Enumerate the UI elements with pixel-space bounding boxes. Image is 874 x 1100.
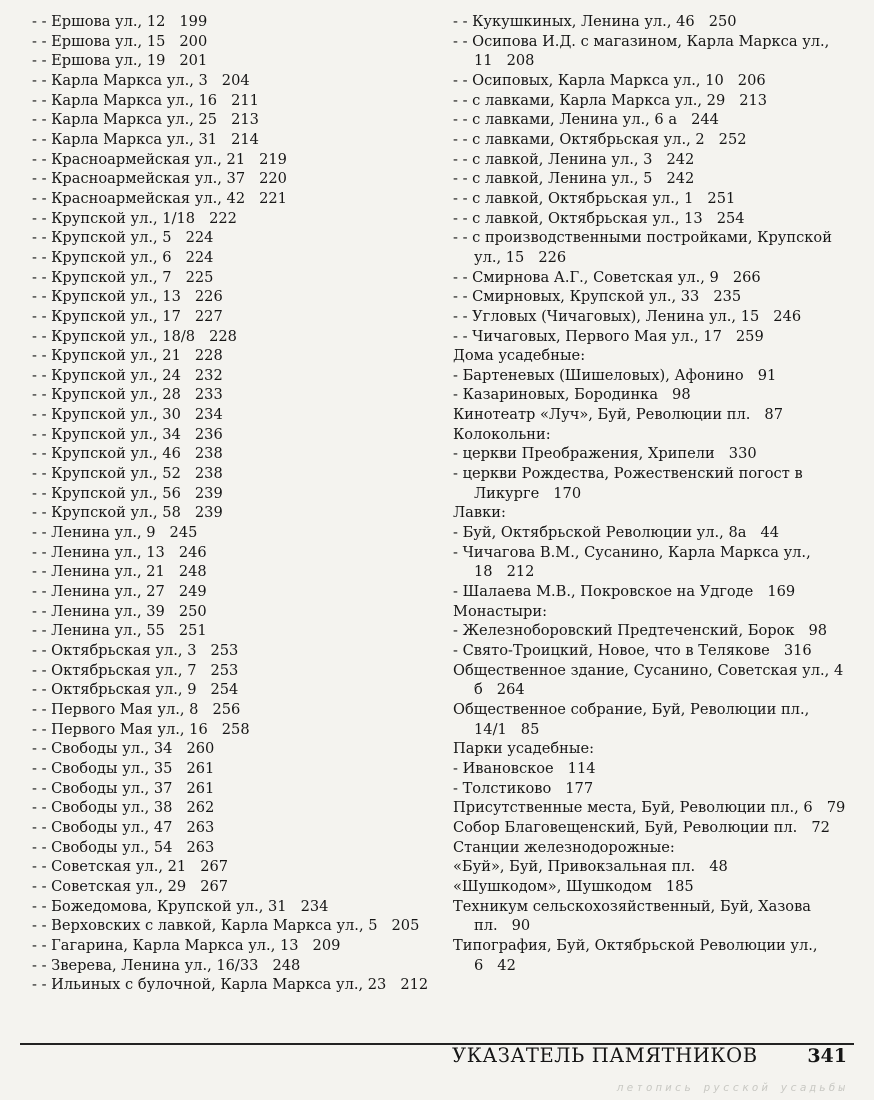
watermark: летопись русской усадьбы [617, 1081, 848, 1094]
entry-text: - - Гагарина, Карла Маркса ул., 13 [32, 936, 299, 954]
index-entry [32, 680, 430, 700]
index-entry [32, 346, 430, 366]
entry-page-number: 213 [231, 111, 259, 129]
index-entry [32, 150, 430, 170]
entry-page-number: 250 [178, 602, 207, 620]
entry-text: - - Ленина ул., 21 [32, 563, 165, 581]
entry-text: - Толстиково [453, 779, 552, 797]
entry-page-number: 253 [210, 642, 239, 659]
entry-text: - - с лавками, Октябрьская ул., 2 [453, 130, 705, 148]
index-entry [453, 366, 853, 386]
entry-text: - - Советская ул., 29 [32, 877, 187, 895]
entry-text: Техникум сельскохозяйственный, Буй, Хазова пл. [453, 897, 812, 935]
index-entry [32, 818, 430, 838]
index-entry [453, 877, 853, 897]
entry-text: - - с лавкой, Октябрьская ул., 1 [453, 189, 694, 207]
entry-page-number: 233 [194, 386, 223, 404]
entry-text: Монастыри: [453, 602, 548, 620]
entry-text: - Чичагова В.М., Сусанино, Карла Маркса ул., 18 [453, 543, 811, 581]
entry-text: - - Божедомова, Крупской ул., 31 [32, 897, 287, 915]
entry-text: - - с лавками, Ленина ул., 6 а [453, 111, 678, 129]
entry-page-number: 262 [186, 799, 215, 817]
entry-page-number: 254 [716, 209, 745, 227]
entry-page-number: 169 [767, 583, 796, 601]
entry-text: - - Крупской ул., 13 [32, 288, 181, 306]
entry-page-number: 239 [194, 484, 223, 502]
index-entry [32, 700, 430, 720]
index-entry [453, 307, 853, 327]
entry-text: - - Свободы ул., 54 [32, 838, 173, 856]
entry-page-number: 98 [808, 622, 828, 640]
entry-page-number: 236 [194, 425, 223, 443]
index-entry [32, 51, 430, 71]
entry-text: Общественное собрание, Буй, Революции пл., 14/1 [453, 700, 810, 738]
entry-text: - - Чичаговых, Первого Мая ул., 17 [453, 327, 722, 345]
index-entry [453, 130, 853, 150]
index-entry [32, 385, 430, 405]
entry-text: Общественное здание, Сусанино, Советская ул., 4 б [453, 661, 844, 699]
entry-text: - - Крупской ул., 30 [32, 406, 181, 424]
entry-text: - - Кукушкиных, Ленина ул., 46 [453, 13, 695, 30]
index-entry [453, 661, 853, 700]
index-entry [453, 268, 853, 288]
entry-text: - - Крупской ул., 21 [32, 347, 181, 365]
index-entry [32, 562, 430, 582]
index-entry [32, 130, 430, 150]
index-entry [453, 798, 853, 818]
entry-text: - - Карла Маркса ул., 3 [32, 71, 208, 89]
entry-text: - - Карла Маркса ул., 25 [32, 111, 218, 129]
entry-page-number: 213 [739, 91, 768, 109]
index-entry [453, 32, 853, 71]
index-entry [453, 700, 853, 739]
entry-page-number: 211 [231, 91, 259, 109]
entry-text: Типография, Буй, Октябрьской Революции ул., 6 [453, 936, 818, 974]
entry-text: - - Крупской ул., 28 [32, 386, 181, 404]
index-entry [32, 189, 430, 209]
entry-page-number: 228 [209, 327, 237, 345]
index-entry [32, 405, 430, 425]
entry-text: - Буй, Октябрьской Революции ул., 8а [453, 524, 747, 542]
entry-page-number: 44 [760, 524, 780, 542]
entry-page-number: 316 [783, 642, 812, 659]
entry-page-number: 72 [811, 818, 830, 836]
entry-text: - - Смирнова А.Г., Советская ул., 9 [453, 268, 719, 286]
entry-text: - - Крупской ул., 6 [32, 248, 172, 266]
index-entry [32, 71, 430, 91]
entry-text: - - Свободы ул., 38 [32, 799, 173, 817]
entry-text: - - Крупской ул., 46 [32, 445, 181, 463]
entry-page-number: 170 [553, 484, 582, 502]
index-entry [32, 248, 430, 268]
entry-page-number: 235 [713, 288, 742, 306]
index-entry [453, 12, 853, 32]
index-entry [453, 897, 853, 936]
entry-text: - - Ленина ул., 9 [32, 524, 156, 542]
entry-page-number: 258 [221, 720, 250, 738]
entry-page-number: 201 [179, 52, 208, 70]
entry-page-number: 221 [259, 189, 287, 207]
entry-text: - Свято-Троицкий, Новое, что в Телякове [453, 642, 770, 659]
index-entry [453, 523, 853, 543]
index-column-left [32, 12, 430, 995]
entry-page-number: 177 [565, 779, 594, 797]
entry-page-number: 227 [194, 307, 223, 325]
index-entry [453, 150, 853, 170]
index-entry [32, 543, 430, 563]
entry-text: - - Ершова ул., 12 [32, 13, 166, 30]
entry-text: - - Крупской ул., 7 [32, 268, 172, 286]
index-entry [32, 720, 430, 740]
entry-page-number: 87 [764, 406, 783, 424]
entry-page-number: 114 [567, 759, 596, 777]
entry-text: - Казариновых, Бородинка [453, 386, 659, 404]
entry-page-number: 91 [757, 366, 777, 384]
index-entry [453, 621, 853, 641]
index-entry [453, 189, 853, 209]
entry-text: - - Октябрьская ул., 3 [32, 642, 197, 659]
index-entry [453, 209, 853, 229]
entry-text: - - Крупской ул., 5 [32, 229, 172, 247]
entry-page-number: 224 [185, 248, 214, 266]
index-entry [453, 228, 853, 267]
entry-text: - - Свободы ул., 47 [32, 818, 173, 836]
index-entry [453, 464, 853, 503]
index-entry [453, 110, 853, 130]
index-entry [32, 798, 430, 818]
index-heading [453, 602, 853, 622]
entry-page-number: 253 [210, 661, 239, 679]
entry-page-number: 200 [179, 32, 208, 50]
entry-page-number: 206 [737, 71, 766, 89]
entry-text: Станции железнодорожные: [453, 838, 675, 856]
entry-text: - - Ленина ул., 27 [32, 583, 165, 601]
entry-page-number: 225 [185, 268, 214, 286]
entry-page-number: 248 [178, 563, 207, 581]
entry-text: - - с лавкой, Октябрьская ул., 13 [453, 209, 703, 227]
entry-page-number: 205 [391, 917, 420, 935]
entry-text: - - с лавкой, Ленина ул., 3 [453, 150, 653, 168]
index-entry [32, 916, 430, 936]
entry-page-number: 185 [665, 877, 694, 895]
entry-text: Колокольни: [453, 425, 551, 443]
entry-text: - - Осиповых, Карла Маркса ул., 10 [453, 71, 724, 89]
entry-page-number: 261 [186, 759, 215, 777]
entry-text: - - Ленина ул., 13 [32, 543, 165, 561]
entry-page-number: 267 [200, 858, 229, 876]
entry-page-number: 212 [400, 976, 429, 994]
entry-text: - церкви Преображения, Хрипели [453, 445, 715, 463]
index-entry [32, 877, 430, 897]
index-entry [32, 897, 430, 917]
entry-page-number: 330 [728, 445, 757, 463]
entry-page-number: 238 [194, 445, 223, 463]
entry-page-number: 264 [496, 681, 525, 699]
entry-text: - - Карла Маркса ул., 16 [32, 91, 218, 109]
index-heading [453, 739, 853, 759]
index-entry [32, 91, 430, 111]
index-entry [32, 169, 430, 189]
index-entry [32, 523, 430, 543]
entry-text: - - Красноармейская ул., 21 [32, 150, 246, 168]
entry-page-number: 246 [178, 543, 207, 561]
entry-text: - - Советская ул., 21 [32, 858, 187, 876]
entry-page-number: 219 [259, 150, 287, 168]
entry-text: - - с производственными постройками, Крупской ул., 15 [453, 229, 832, 266]
index-entry [453, 385, 853, 405]
entry-page-number: 224 [185, 229, 214, 247]
entry-text: - - Октябрьская ул., 7 [32, 661, 197, 679]
index-entry [32, 228, 430, 248]
index-entry [32, 503, 430, 523]
index-entry [32, 12, 430, 32]
entry-text: Парки усадебные: [453, 740, 595, 758]
entry-page-number: 209 [312, 936, 341, 954]
entry-text: Лавки: [453, 504, 506, 522]
index-heading [453, 425, 853, 445]
entry-page-number: 234 [300, 897, 329, 915]
index-heading [453, 838, 853, 858]
index-entry [32, 209, 430, 229]
index-entry [32, 366, 430, 386]
index-entry [453, 818, 853, 838]
index-entry [32, 857, 430, 877]
index-entry [453, 543, 853, 582]
entry-page-number: 212 [506, 563, 535, 581]
entry-page-number: 239 [194, 504, 223, 522]
entry-text: - - Крупской ул., 56 [32, 484, 181, 502]
index-entry [32, 975, 430, 995]
index-entry [32, 425, 430, 445]
entry-text: - - Свободы ул., 37 [32, 779, 173, 797]
index-entry [453, 287, 853, 307]
entry-page-number: 260 [186, 740, 215, 758]
entry-page-number: 263 [186, 818, 215, 836]
entry-text: - - Свободы ул., 35 [32, 759, 173, 777]
entry-text: - - Смирновых, Крупской ул., 33 [453, 288, 700, 306]
entry-text: Присутственные места, Буй, Революции пл., 6 [453, 799, 813, 817]
index-entry [32, 444, 430, 464]
entry-text: - - Ершова ул., 15 [32, 32, 166, 50]
index-entry [32, 621, 430, 641]
entry-page-number: 250 [708, 13, 737, 30]
entry-page-number: 85 [520, 720, 540, 738]
index-entry [32, 110, 430, 130]
entry-text: - церкви Рождества, Рожественский погост в Ликурге [453, 465, 803, 502]
index-entry [32, 838, 430, 858]
running-title: УКАЗАТЕЛЬ ПАМЯТНИКОВ [452, 1044, 758, 1067]
entry-text: - - Ильиных с булочной, Карла Маркса ул., 23 [32, 976, 387, 994]
entry-page-number: 248 [272, 956, 301, 974]
entry-page-number: 98 [672, 386, 691, 404]
index-entry [32, 759, 430, 779]
index-entry [32, 32, 430, 52]
entry-text: - - Крупской ул., 17 [32, 307, 181, 325]
index-entry [32, 641, 430, 661]
index-entry [32, 739, 430, 759]
index-entry [32, 268, 430, 288]
index-entry [453, 405, 853, 425]
entry-text: - - Крупской ул., 34 [32, 425, 181, 443]
index-entry [453, 759, 853, 779]
entry-page-number: 234 [194, 406, 223, 424]
entry-text: - Железноборовский Предтеченский, Борок [453, 622, 795, 640]
entry-page-number: 242 [666, 150, 695, 168]
entry-text: «Буй», Буй, Привокзальная пл. [453, 858, 696, 876]
index-entry [453, 327, 853, 347]
entry-page-number: 267 [200, 877, 229, 895]
entry-text: - Шалаева М.В., Покровское на Удгоде [453, 583, 754, 601]
entry-text: - - Крупской ул., 58 [32, 504, 181, 522]
entry-text: - - Свободы ул., 34 [32, 740, 173, 758]
entry-page-number: 254 [210, 681, 239, 699]
entry-text: - - с лавками, Карла Маркса ул., 29 [453, 91, 726, 109]
index-entry [32, 287, 430, 307]
index-entry [32, 307, 430, 327]
entry-page-number: 259 [735, 327, 764, 345]
entry-text: - - Красноармейская ул., 42 [32, 189, 246, 207]
entry-page-number: 261 [186, 779, 215, 797]
entry-text: Кинотеатр «Луч», Буй, Революции пл. [453, 406, 751, 424]
entry-page-number: 42 [497, 956, 516, 974]
entry-page-number: 199 [179, 13, 208, 30]
entry-text: - - Красноармейская ул., 37 [32, 170, 246, 188]
entry-text: - - Крупской ул., 24 [32, 366, 181, 384]
entry-page-number: 79 [826, 799, 846, 817]
entry-page-number: 245 [169, 524, 198, 542]
entry-text: - Бартеневых (Шишеловых), Афонино [453, 366, 744, 384]
entry-page-number: 222 [209, 209, 237, 227]
entry-page-number: 266 [732, 268, 761, 286]
index-entry [453, 444, 853, 464]
entry-page-number: 226 [194, 288, 223, 306]
entry-page-number: 249 [178, 583, 207, 601]
index-entry [32, 484, 430, 504]
index-entry [453, 857, 853, 877]
entry-page-number: 214 [231, 130, 259, 148]
entry-text: - - Ершова ул., 19 [32, 52, 166, 70]
entry-text: - - Зверева, Ленина ул., 16/33 [32, 956, 259, 974]
entry-page-number: 208 [506, 52, 535, 70]
entry-text: - - Ленина ул., 39 [32, 602, 165, 620]
index-column-right [453, 12, 853, 975]
entry-text: - - Угловых (Чичаговых), Ленина ул., 15 [453, 307, 760, 325]
entry-page-number: 246 [773, 307, 802, 325]
entry-page-number: 228 [194, 347, 223, 365]
index-heading [453, 346, 853, 366]
index-entry [453, 71, 853, 91]
entry-page-number: 256 [212, 700, 241, 718]
entry-text: Дома усадебные: [453, 347, 586, 365]
entry-text: - - Осипова И.Д. с магазином, Карла Маркса ул., 11 [453, 32, 830, 70]
entry-text: - - Первого Мая ул., 8 [32, 700, 199, 718]
entry-text: Собор Благовещенский, Буй, Революции пл. [453, 818, 798, 836]
index-entry [453, 936, 853, 975]
index-entry [32, 936, 430, 956]
index-entry [32, 464, 430, 484]
index-entry [453, 779, 853, 799]
entry-page-number: 244 [691, 111, 719, 129]
index-entry [32, 602, 430, 622]
entry-page-number: 204 [221, 71, 250, 89]
index-entry [453, 169, 853, 189]
entry-page-number: 251 [707, 189, 736, 207]
entry-text: - - Карла Маркса ул., 31 [32, 130, 218, 148]
entry-text: - - Крупской ул., 18/8 [32, 327, 196, 345]
entry-text: - - Ленина ул., 55 [32, 622, 165, 640]
index-heading [453, 503, 853, 523]
index-entry [32, 661, 430, 681]
entry-page-number: 226 [538, 248, 567, 266]
entry-text: - - Первого Мая ул., 16 [32, 720, 208, 738]
page-number: 341 [807, 1045, 847, 1067]
entry-text: «Шушкодом», Шушкодом [453, 877, 652, 895]
entry-page-number: 238 [194, 465, 223, 483]
entry-text: - - Верховских с лавкой, Карла Маркса ул., 5 [32, 917, 378, 935]
index-entry [453, 582, 853, 602]
entry-page-number: 242 [666, 170, 695, 188]
entry-text: - - с лавкой, Ленина ул., 5 [453, 170, 653, 188]
index-entry [32, 582, 430, 602]
entry-page-number: 220 [259, 170, 287, 188]
entry-page-number: 263 [186, 838, 215, 856]
index-entry [453, 91, 853, 111]
entry-text: - - Октябрьская ул., 9 [32, 681, 197, 699]
index-entry [453, 641, 853, 661]
entry-page-number: 90 [511, 917, 531, 935]
index-entry [32, 327, 430, 347]
entry-page-number: 252 [718, 130, 747, 148]
index-entry [32, 956, 430, 976]
index-entry [32, 779, 430, 799]
entry-page-number: 232 [194, 366, 223, 384]
entry-text: - - Крупской ул., 52 [32, 465, 181, 483]
entry-page-number: 251 [178, 622, 207, 640]
entry-text: - Ивановское [453, 759, 554, 777]
entry-page-number: 48 [709, 858, 728, 876]
entry-text: - - Крупской ул., 1/18 [32, 209, 196, 227]
